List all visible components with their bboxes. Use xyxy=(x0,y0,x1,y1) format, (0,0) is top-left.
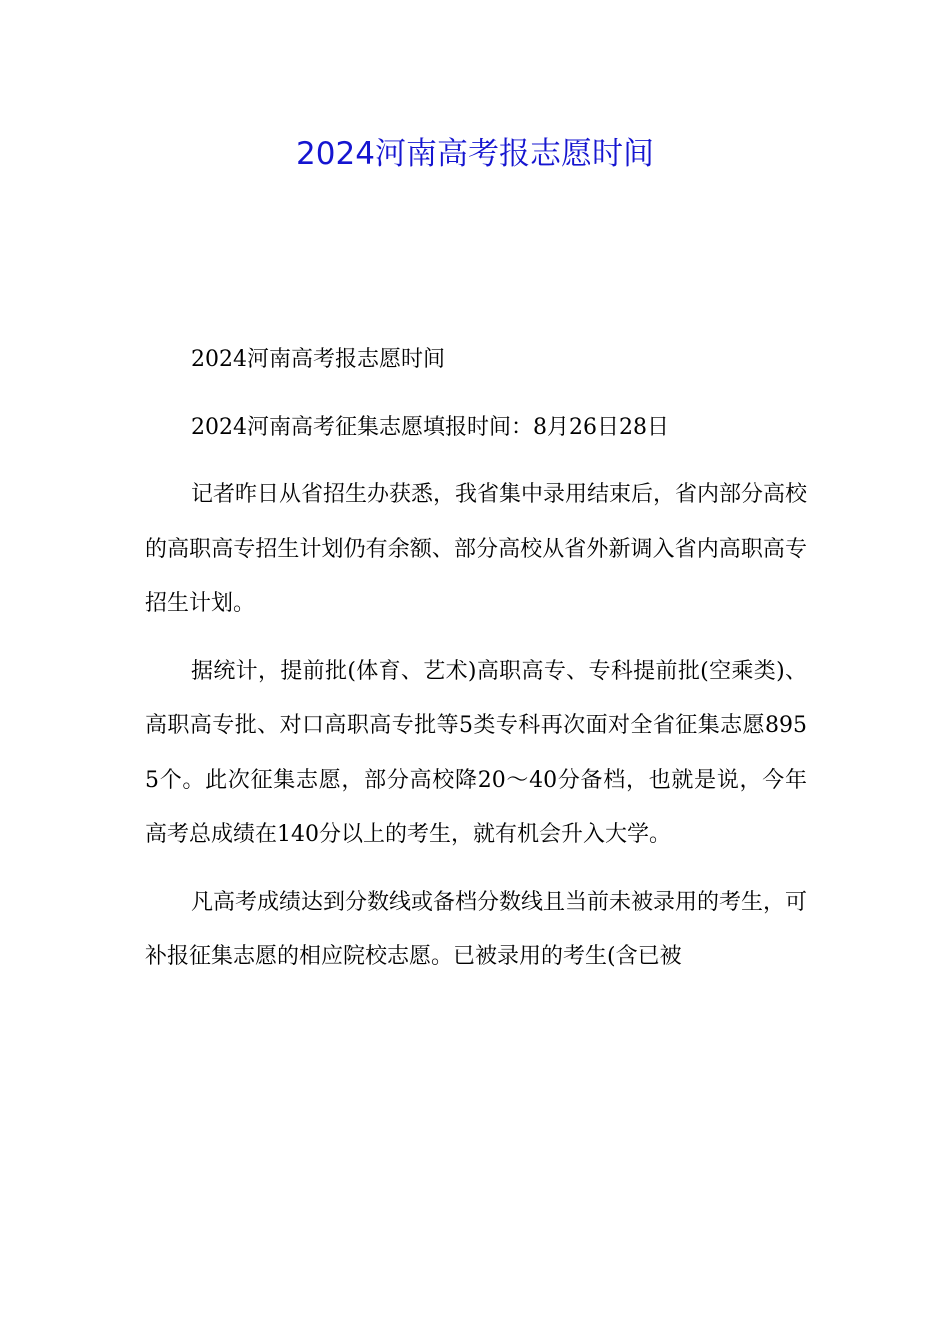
paragraph-statistics: 据统计，提前批(体育、艺术)高职高专、专科提前批(空乘类)、高职高专批、对口高职高专批等5类专科再次面对全省征集志愿8955个。此次征集志愿，部分高校降20～40分备档，也就是说，今年高考总成绩在140分以上的考生，就有机会升入大学。 xyxy=(145,658,807,847)
document-title: 2024河南高考报志愿时间 xyxy=(296,136,654,172)
paragraph-deadline: 2024河南高考征集志愿填报时间：8月26日28日 xyxy=(191,414,669,440)
paragraph-remaining-quota: 记者昨日从省招生办获悉，我省集中录用结束后，省内部分高校的高职高专招生计划仍有余额、部分高校从省外新调入省内高职高专招生计划。 xyxy=(145,482,808,616)
paragraph-heading: 2024河南高考报志愿时间 xyxy=(191,347,445,372)
paragraph-eligibility: 凡高考成绩达到分数线或备档分数线且当前未被录用的考生，可补报征集志愿的相应院校志愿。已被录用的考生(含已被 xyxy=(145,889,808,969)
document-body xyxy=(145,333,807,998)
